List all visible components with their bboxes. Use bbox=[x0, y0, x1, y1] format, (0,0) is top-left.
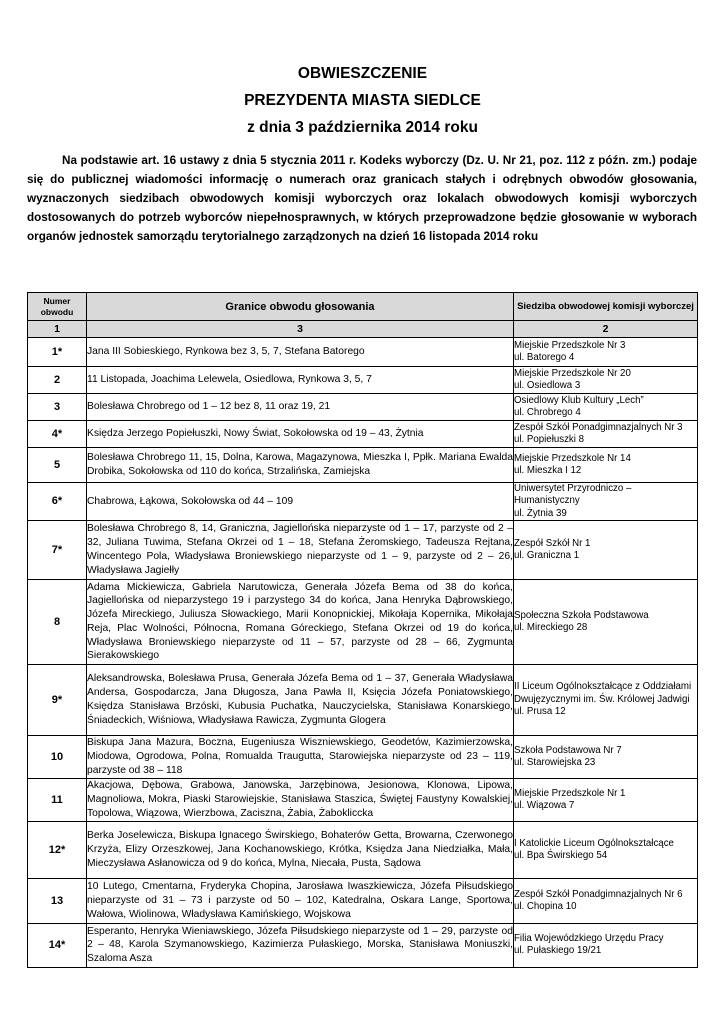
header-commission-seat: Siedziba obwodowej komisji wyborczej bbox=[514, 293, 698, 321]
column-index-number: 1 bbox=[28, 321, 87, 338]
commission-seat bbox=[514, 821, 698, 878]
district-boundaries: Księdza Jerzego Popiełuszki, Nowy Świat, Sokołowska od 19 – 43, Żytnia bbox=[87, 421, 514, 448]
voting-districts-table bbox=[27, 292, 698, 968]
title-line-date: z dnia 3 października 2014 roku bbox=[247, 119, 478, 136]
document-title bbox=[0, 60, 725, 141]
district-boundaries: Bolesława Chrobrego 11, 15, Dolna, Karowa, Magazynowa, Mieszka I, Ppłk. Mariana Ewalda Drobika, Sokołowska od 110 do końca, Strzalińska, Zamiejska bbox=[87, 448, 514, 483]
commission-seat bbox=[514, 735, 698, 778]
district-number: 10 bbox=[28, 735, 87, 778]
table-row bbox=[28, 778, 698, 821]
commission-seat-name: Miejskie Przedszkole Nr 20 bbox=[514, 367, 631, 379]
district-boundaries: Aleksandrowska, Bolesława Prusa, Generała Józefa Bema od 1 – 37, Generała Władysława Andersa, Gospodarcza, Jana Długosza, Jana Pawła II, Księcia Józefa Poniatowskiego, Księdza Stanisława Brzóski, Kubusia Puchatka, Nauczycielska, Stanisława Konarskiego, Śniadeckich, Wiśniowa, Władysława Rawicza, Zygmunta Glogera bbox=[87, 664, 514, 735]
commission-seat bbox=[514, 664, 698, 735]
district-boundaries: Akacjowa, Dębowa, Grabowa, Janowska, Jarzębinowa, Jesionowa, Klonowa, Lipowa, Magnoliowa, Mokra, Piaski Starowiejskie, Stanisława Staszica, Świętej Faustyny Kowalskiej, Topolowa, Wiązowa, Wierzbowa, Zaciszna, Żabia, Żabokliccka bbox=[87, 778, 514, 821]
commission-seat-name: II Liceum Ogólnokształcące z Oddziałami Dwujęzycznymi im. Św. Królowej Jadwigi bbox=[514, 681, 692, 705]
commission-seat-name: Miejskie Przedszkole Nr 1 bbox=[514, 787, 626, 799]
commission-seat-name: Społeczna Szkoła Podstawowa bbox=[514, 609, 649, 621]
district-boundaries: Berka Joselewicza, Biskupa Ignacego Świrskiego, Bohaterów Getta, Browarna, Czerwonego Krzyża, Elizy Orzeszkowej, Jana Kochanowskiego, Krótka, Księdza Jana Niedziałka, Mała, Mieczysława Asłanowicza od 9 do końca, Mylna, Niecała, Pusta, Sądowa bbox=[87, 821, 514, 878]
district-number: 5 bbox=[28, 448, 87, 483]
district-boundaries: 11 Listopada, Joachima Lelewela, Osiedlowa, Rynkowa 3, 5, 7 bbox=[87, 367, 514, 394]
commission-seat-address: ul. Żytnia 39 bbox=[514, 507, 567, 519]
title-line-issuer: PREZYDENTA MIASTA SIEDLCE bbox=[244, 92, 481, 109]
table-row bbox=[28, 421, 698, 448]
district-boundaries: Chabrowa, Łąkowa, Sokołowska od 44 – 109 bbox=[87, 483, 514, 521]
district-number: 7* bbox=[28, 520, 87, 579]
table-row bbox=[28, 367, 698, 394]
table-row bbox=[28, 664, 698, 735]
commission-seat bbox=[514, 579, 698, 664]
commission-seat-address: ul. Wiązowa 7 bbox=[514, 799, 575, 811]
district-number: 14* bbox=[28, 923, 87, 967]
table-row bbox=[28, 394, 698, 421]
district-number: 8 bbox=[28, 579, 87, 664]
column-index-boundaries: 3 bbox=[87, 321, 514, 338]
commission-seat-name: Uniwersytet Przyrodniczo – Humanistyczny bbox=[514, 483, 632, 507]
commission-seat-address: ul. Starowiejska 23 bbox=[514, 756, 596, 768]
commission-seat-address: ul. Prusa 12 bbox=[514, 706, 566, 718]
district-boundaries: Esperanto, Henryka Wieniawskiego, Józefa Piłsudskiego nieparzyste od 1 – 29, parzyste od 2 – 48, Karola Szymanowskiego, Kazimierza Pułaskiego, Morska, Stanisława Moniuszki, Szaloma Asza bbox=[87, 923, 514, 967]
commission-seat-address: ul. Bpa Świrskiego 54 bbox=[514, 849, 608, 861]
commission-seat-address: ul. Mieszka I 12 bbox=[514, 465, 582, 476]
commission-seat bbox=[514, 394, 698, 421]
district-number: 1* bbox=[28, 338, 87, 367]
district-boundaries: Biskupa Jana Mazura, Boczna, Eugeniusza Wiszniewskiego, Geodetów, Kazimierzowska, Miodowa, Ogrodowa, Polna, Romualda Traugutta, Starowiejska nieparzyste od 23 – 119, parzyste od 38 – 118 bbox=[87, 735, 514, 778]
commission-seat-name: Miejskie Przedszkole Nr 3 bbox=[514, 339, 626, 351]
table-header-row bbox=[28, 293, 698, 321]
commission-seat-name: Zespół Szkół Ponadgimnazjalnych Nr 3 bbox=[514, 421, 683, 433]
district-number: 13 bbox=[28, 878, 87, 923]
district-boundaries: Jana III Sobieskiego, Rynkowa bez 3, 5, 7, Stefana Batorego bbox=[87, 338, 514, 367]
commission-seat-address: ul. Chopina 10 bbox=[514, 900, 577, 912]
commission-seat-address: ul. Chrobrego 4 bbox=[514, 407, 581, 418]
table-row bbox=[28, 923, 698, 967]
table-column-index-row bbox=[28, 321, 698, 338]
district-number: 2 bbox=[28, 367, 87, 394]
commission-seat-name: Osiedlowy Klub Kultury „Lech” bbox=[514, 394, 644, 406]
commission-seat-address: ul. Pułaskiego 19/21 bbox=[514, 945, 602, 957]
district-number: 4* bbox=[28, 421, 87, 448]
district-number: 6* bbox=[28, 483, 87, 521]
table-row bbox=[28, 735, 698, 778]
district-number: 3 bbox=[28, 394, 87, 421]
column-index-seat: 2 bbox=[514, 321, 698, 338]
commission-seat-address: ul. Popiełuszki 8 bbox=[514, 434, 585, 445]
district-number: 12* bbox=[28, 821, 87, 878]
table-row bbox=[28, 878, 698, 923]
commission-seat bbox=[514, 778, 698, 821]
district-boundaries: Bolesława Chrobrego 8, 14, Graniczna, Jagiellońska nieparzyste od 1 – 17, parzyste od 2 – 32, Juliana Tuwima, Stefana Okrzei od 1 – 18, Stefana Żeromskiego, Tadeusza Rejtana, Wincentego Pola, Władysława Broniewskiego nieparzyste od 1 – 9, parzyste od 2 – 26, Władysława Jagiełły bbox=[87, 520, 514, 579]
table-row bbox=[28, 448, 698, 483]
commission-seat bbox=[514, 421, 698, 448]
commission-seat-name: Zespół Szkół Ponadgimnazjalnych Nr 6 bbox=[514, 888, 683, 900]
district-boundaries: Adama Mickiewicza, Gabriela Narutowicza, Generała Józefa Bema od 38 do końca, Jagiellońska od nieparzystego 19 i parzystego 34 do końca, Jana Henryka Dąbrowskiego, Józefa Mireckiego, Juliusza Słowackiego, Marii Konopnickiej, Mikołaja Kopernika, Mikołaja Reja, Plac Wolności, Północna, Romana Góreckiego, Stefana Okrzei od 19 do końca, Władysława Broniewskiego nieparzyste od 11 – 57, parzyste od 28 – 66, Zygmunta Sierakowskiego bbox=[87, 579, 514, 664]
commission-seat-address: ul. Osiedlowa 3 bbox=[514, 380, 581, 391]
intro-paragraph: Na podstawie art. 16 ustawy z dnia 5 stycznia 2011 r. Kodeks wyborczy (Dz. U. Nr 21, poz. 112 z późn. zm.) podaje się do publicznej wiadomości informację o numerach oraz granicach stałych i odrębnych obwodów głosowania, wyznaczonych siedzibach obwodowych komisji wyborczych oraz lokalach obwodowych komisji wyborczych dostosowanych do potrzeb wyborców niepełnosprawnych, w których przeprowadzone będzie głosowanie w wyborach organów jednostek samorządu terytorialnego zarządzonych na dzień 16 listopada 2014 roku bbox=[27, 154, 697, 243]
commission-seat bbox=[514, 520, 698, 579]
district-boundaries: 10 Lutego, Cmentarna, Fryderyka Chopina, Jarosława Iwaszkiewicza, Józefa Piłsudskiego nieparzyste od 31 – 73 i parzyste od 50 – 102, Katedralna, Oskara Lange, Sportowa, Wałowa, Wiolinowa, Władysława Kamińskiego, Wojskowa bbox=[87, 878, 514, 923]
commission-seat bbox=[514, 878, 698, 923]
table-row bbox=[28, 338, 698, 367]
table-row bbox=[28, 821, 698, 878]
table-row bbox=[28, 579, 698, 664]
commission-seat-name: Miejskie Przedszkole Nr 14 bbox=[514, 452, 631, 464]
district-number: 9* bbox=[28, 664, 87, 735]
header-district-number: Numer obwodu bbox=[28, 293, 87, 321]
commission-seat-name: Zespół Szkół Nr 1 bbox=[514, 537, 591, 549]
header-district-boundaries: Granice obwodu głosowania bbox=[87, 293, 514, 321]
commission-seat bbox=[514, 923, 698, 967]
district-boundaries: Bolesława Chrobrego od 1 – 12 bez 8, 11 oraz 19, 21 bbox=[87, 394, 514, 421]
commission-seat-name: I Katolickie Liceum Ogólnokształcące bbox=[514, 837, 674, 849]
commission-seat bbox=[514, 483, 698, 521]
commission-seat-name: Filia Wojewódzkiego Urzędu Pracy bbox=[514, 933, 664, 945]
table-row bbox=[28, 520, 698, 579]
table-row bbox=[28, 483, 698, 521]
commission-seat-address: ul. Batorego 4 bbox=[514, 352, 575, 363]
commission-seat-address: ul. Mireckiego 28 bbox=[514, 621, 588, 633]
commission-seat-address: ul. Graniczna 1 bbox=[514, 549, 580, 561]
commission-seat bbox=[514, 338, 698, 367]
commission-seat bbox=[514, 448, 698, 483]
title-line-announcement: OBWIESZCZENIE bbox=[297, 65, 428, 82]
district-number: 11 bbox=[28, 778, 87, 821]
commission-seat-name: Szkoła Podstawowa Nr 7 bbox=[514, 744, 622, 756]
commission-seat bbox=[514, 367, 698, 394]
